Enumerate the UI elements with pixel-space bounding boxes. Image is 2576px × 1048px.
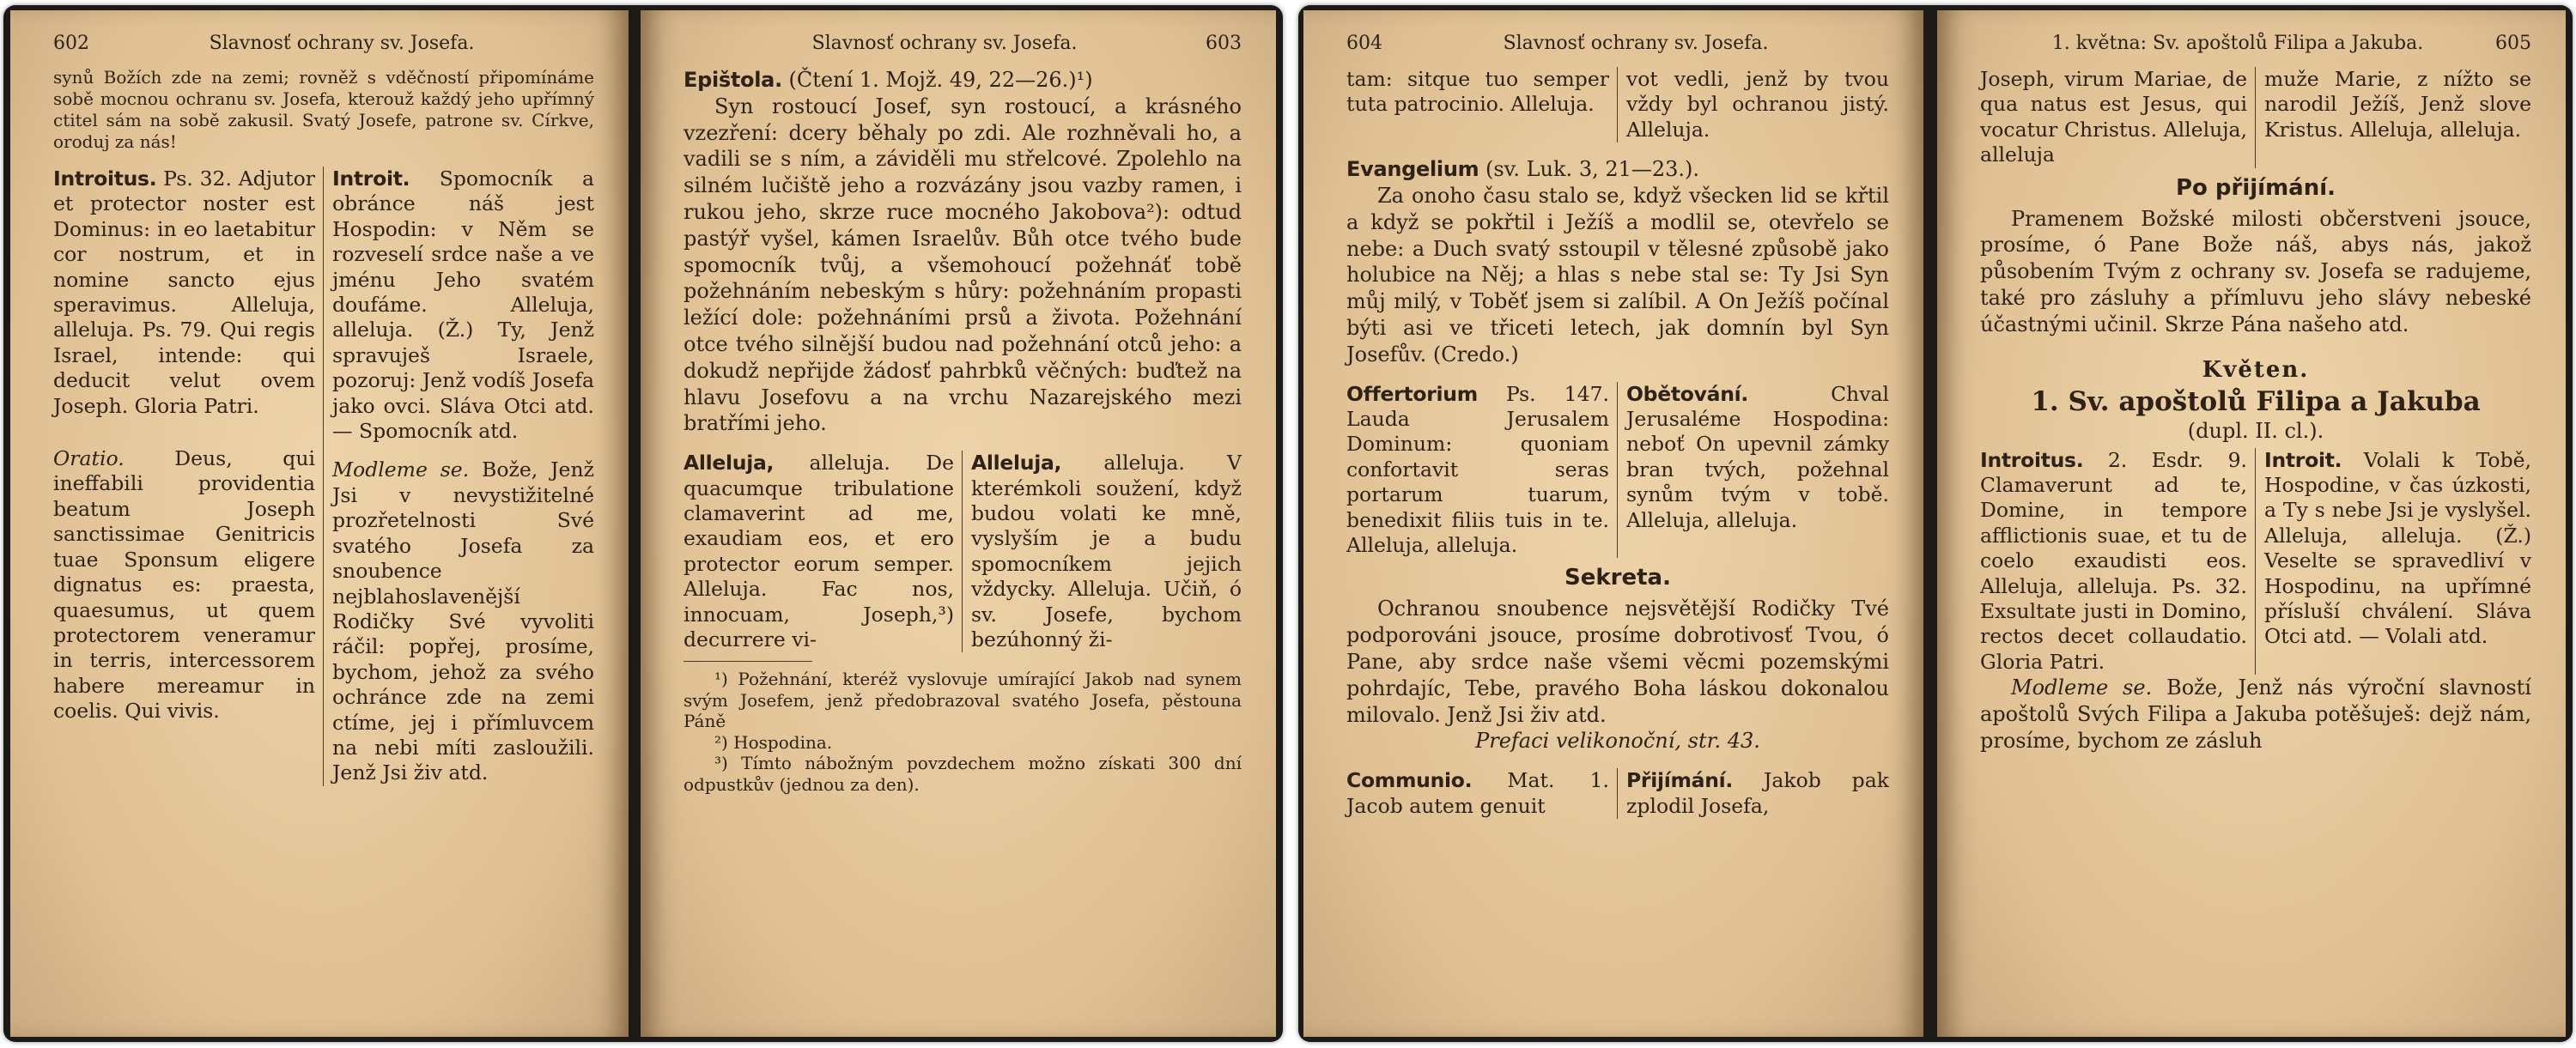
epistola-text: Syn rostoucí Josef, syn rostoucí, a krásného vzezření: dcery běhaly po zdi. Ale rozhněvali ho, a vadili se s ním, a záviděli mu střelcové. Zpolehlo na silném lučiště jeho a rozvázány jsou vazby ramen, i rukou jeho, skrze ruce mocného Jakobova²): odtud pastýř vyšel, kámen Israelův. Bůh otce tvého bude spomocník tvůj, a všemohoucí požehnáť tobě požehnáním nebeským s hůry: požehnáním propasti ležící dole: požehnáními prsů a života. Požehnání otce tvého silnější budou nad požehnání otců jeho: a dokudž nepřijde žádosť pahrbků věčných: buďtež na hlavu Josefovu a na vrchu Nazarejského mezi bratřími jeho. [683, 94, 1242, 436]
running-head: Slavnosť ochrany sv. Josefa. [811, 33, 1078, 54]
page-header [683, 33, 1242, 67]
modleme-text: Bože, Jenž Jsi v nevystižitelné prozřetelnosti Své svatého Josefa za snoubence nejblahoslavenější Rodičky Své vyvoliti ráčil: popřej, prosíme, bychom, jehož za svého ochránce zde na zemi ctíme, jej i přímluvcem na nebi míti zasloužili. Jenž Jsi živ atd. [332, 457, 594, 785]
epistola-heading [683, 67, 1242, 94]
offertorium-label: Offertorium [1346, 381, 1478, 406]
sekreta-text: Ochranou snoubence nejsvětější Rodičky Tvé podporováni jsouce, prosíme dobrotivosť Tvou, ó Pane, aby srdce naše všemi věcmi pozemskými pohrdajíc, Tebe, pravého Boha láskou dokonalou milovalo. Jenž Jsi živ atd. [1346, 597, 1889, 727]
book-spread-right [1298, 5, 2573, 1042]
page-603 [641, 10, 1276, 1037]
alleluja-label-latin: Alleluja, [683, 451, 775, 476]
introit-text: Volali k Tobě, Hospodine, v čas úzkosti, a Ty s nebe Jsi je vyslyšel. Alleluja, alleluja. (Ž.) Veselte se spravedliví v Hospodinu, na upřímné přísluší chválení. Sláva Otci atd. — Volali atd. [2264, 447, 2531, 649]
page-604 [1303, 10, 1923, 1037]
footnote-3: ³) Tímto nábožným povzdechem možno získati 300 dní odpustkův (jednou za den). [683, 753, 1242, 795]
czech-column [1618, 382, 1889, 559]
footnote-2: ²) Hospodina. [714, 731, 833, 753]
running-head: Slavnosť ochrany sv. Josefa. [209, 33, 475, 54]
czech-column [2256, 448, 2531, 675]
page-605 [1937, 10, 2566, 1037]
czech-column: vot vedli, jenž by tvou vždy byl ochranou jistý. Alleluja. [1626, 67, 1889, 142]
prijimani-text: Jakob pak zplodil Josefa, [1626, 768, 1889, 818]
communio-text: Jacob autem genuit [1346, 793, 1546, 818]
latin-column: Joseph, virum Mariae, de qua natus est Jesus, qui vocatur Christus. Alleluja, alleluja [1980, 67, 2256, 168]
footnote-1: ¹) Požehnání, kteréž vyslovuje umírající Jakob nad synem svým Josefem, jenž předobrazoval svatého Josefa, pěstouna Páně [683, 669, 1242, 732]
communio-ref: Mat. 1. [1507, 768, 1609, 793]
page-number: 604 [1346, 33, 1382, 54]
introit-label: Introit. [2264, 447, 2342, 472]
alleluja-text-czech: alleluja. V kterémkoli soužení, když budou volati ke mně, vyslyším je a budu spomocníkem jejich vždycky. Alleluja. Učiň, ó sv. Josefe, bychom bezúhonný ži- [971, 451, 1242, 651]
introitus-label: Introitus. [1980, 447, 2084, 472]
page-header [53, 33, 594, 67]
page-number: 605 [2495, 33, 2531, 54]
alleluja-label-czech: Alleluja, [971, 451, 1062, 476]
evangelium-heading [1346, 156, 1889, 183]
evangelium-label: Evangelium [1346, 157, 1479, 182]
obetovani-text: Chval Jerusaléme Hospodina: neboť On upevnil zámky bran tvých, požehnal synům tvým v tobě. Alleluja, alleluja. [1626, 381, 1889, 532]
epistola-ref: (Čtení 1. Mojž. 49, 22—26.)¹) [788, 68, 1093, 92]
latin-column [53, 167, 324, 786]
introit-label: Introit. [332, 167, 410, 191]
month-heading: Květen. [2202, 356, 2310, 383]
sekreta-heading: Sekreta. [1564, 565, 1671, 591]
page-header [1980, 33, 2531, 67]
continuation-section [1980, 67, 2531, 168]
introitus-ref: 2. Esdr. 9. [2107, 447, 2247, 472]
offertorium-ref: Ps. 147. [1505, 381, 1609, 406]
latin-column [683, 451, 963, 652]
po-prijimani-heading: Po přijímání. [2175, 174, 2336, 201]
page-header [1346, 33, 1889, 67]
introitus-label: Introitus. [53, 167, 157, 191]
evangelium-text: Za onoho času stalo se, když všecken lid se křtil a když se pokřtil i Ježíš a modlil se, otevřelo se nebe: a Duch svatý sstoupil v tělesné způsobě jako holubice na Něj; a hlas s nebe stal se: Ty Jsi Syn můj milý, v Toběť jsem si zalíbil. A On Ježíš počínal býti asi ve třiceti letech, jak domnín byl Syn Josefův. (Credo.) [1346, 184, 1889, 366]
communio-label: Communio. [1346, 768, 1473, 793]
introitus-ref: Ps. 32. [163, 167, 232, 191]
introitus-text: Clamaverunt ad te, Domine, in tempore afflictionis suae, et tu de coelo exaudisti eos. Alleluja, alleluja. Ps. 32. Exsultate justi in Domino, rectos decet collaudatio. Gloria Patri. [1980, 473, 2247, 674]
modleme-paragraph [1980, 675, 2531, 754]
introitus-section [53, 167, 594, 786]
offertorium-text: Lauda Jerusalem Dominum: quoniam confortavit seras portarum tuarum, benedixit filiis tuis in te. Alleluja, alleluja. [1346, 407, 1609, 558]
alleluja-section [683, 451, 1242, 652]
evangelium-ref: (sv. Luk. 3, 21—23.). [1485, 157, 1700, 182]
page-number: 603 [1206, 33, 1242, 54]
po-prijimani-text: Pramenem Božské milosti občerstveni jsouce, prosíme, ó Pane Bože náš, abys nás, jakož působením Tvým z ochrany sv. Josefa se radujeme, také pro zásluhy a přímluvu jeho slávy nebeské účastnými učinil. Skrze Pána našeho atd. [1980, 206, 2531, 336]
prefaci-text: Prefaci velikonoční, str. 43. [1475, 729, 1760, 754]
footnote-divider [683, 661, 812, 662]
modleme-label: Modleme se. [332, 457, 470, 482]
feast-title: 1. Sv. apoštolů Filipa a Jakuba [2031, 385, 2481, 417]
book-spread-left [3, 5, 1283, 1042]
czech-column [324, 167, 594, 786]
offertorium-section [1346, 382, 1889, 559]
czech-column [963, 451, 1242, 652]
czech-column: muže Marie, z nížto se narodil Ježíš, Jenž slove Kristus. Alleluja, alleluja. [2264, 67, 2531, 142]
latin-column [1980, 448, 2256, 675]
introit-text: Spomocník a obránce náš jest Hospodin: v Něm se rozveselí srdce naše a ve jménu Jeho svatém doufáme. Alleluja, alleluja. (Ž.) Ty, Jenž spravuješ Israele, pozoruj: Jenž vodíš Josefa jako ovci. Sláva Otci atd. — Spomocník atd. [332, 167, 594, 444]
epistola-label: Epištola. [683, 68, 782, 92]
latin-column [1346, 768, 1618, 819]
communio-section [1346, 768, 1889, 819]
prijimani-label: Přijímání. [1626, 768, 1734, 793]
continuation-section [1346, 67, 1889, 142]
running-head: Slavnosť ochrany sv. Josefa. [1503, 33, 1769, 54]
introitus-text: Adjutor et protector noster est Dominus: in eo laetabitur cor nostrum, et in nomine sancto ejus speravimus. Alleluja, alleluja. Ps. 79. Qui regis Israel, intende: qui deducit velut ovem Joseph. Gloria Patri. [53, 167, 315, 418]
page-602 [10, 10, 629, 1037]
modleme-text: Bože, Jenž nás výroční slavností apoštolů Svých Filipa a Jakuba potěšuješ: dejž nám, prosíme, bychom ze zásluh [1980, 675, 2531, 753]
intro-paragraph: synů Božích zde na zemi; rovněž s vděčností připomínáme sobě mocnou ochranu sv. Josefa, kterouž každý jeho upřímný ctitel sám na sobě zakusil. Svatý Josefe, patrone sv. Církve, oroduj za nás! [53, 67, 594, 152]
oratio-text: Deus, qui ineffabili providentia beatum Joseph sanctissimae Genitricis tuae Sponsum eligere dignatus es: praesta, quaesumus, ut quem protectorem veneramur in terris, intercessorem habere mereamur in coelis. Qui vivis. [53, 446, 315, 724]
introitus-section [1980, 448, 2531, 675]
running-head: 1. května: Sv. apoštolů Filipa a Jakuba. [2051, 33, 2424, 54]
modleme-label: Modleme se. [2011, 675, 2153, 700]
obetovani-label: Obětování. [1626, 381, 1749, 406]
page-number: 602 [53, 33, 89, 54]
prefaci-note [1346, 728, 1889, 754]
feast-rank: (dupl. II. cl.). [2187, 418, 2324, 443]
czech-column [1618, 768, 1889, 819]
oratio-label: Oratio. [53, 446, 125, 471]
alleluja-text-latin: alleluja. De quacumque tribulatione clamaverint ad me, exaudiam eos, et ero protector eorum semper. Alleluja. Fac nos, innocuam, Joseph,³) decurrere vi- [683, 451, 954, 651]
latin-column: tam: sitque tuo semper tuta patrocinio. Alleluja. [1346, 67, 1618, 142]
latin-column [1346, 382, 1618, 559]
